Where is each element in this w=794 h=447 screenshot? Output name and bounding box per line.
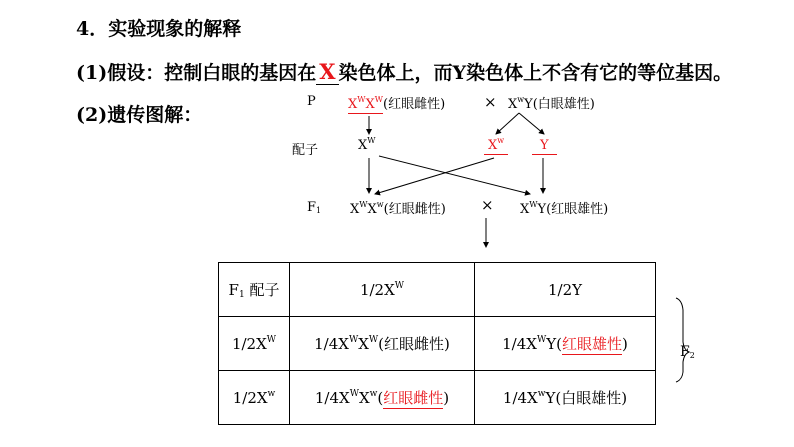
p-male: $X^wY$(白眼雄性): [508, 95, 595, 112]
table-cell-r1c1: $1/4X^WX^W$(红眼雌性): [290, 317, 475, 371]
table-row: [219, 317, 656, 371]
diagram-title: (2)遗传图解：: [76, 104, 203, 126]
table-corner: $F_1$ 配子: [219, 263, 290, 317]
p-female-genotype: $X^WX^W$: [348, 95, 383, 112]
section-number: 4．: [76, 18, 109, 40]
arrow-xw-to-f1-female: [375, 158, 494, 194]
p-male-note: (白眼雄性): [532, 97, 595, 112]
punnett-table: [218, 262, 656, 425]
table-cell-r2c2: $1/4X^wY$(白眼雄性): [475, 371, 656, 425]
f2-brace: [676, 298, 689, 382]
f1-male-note: (红眼雄性): [546, 202, 609, 217]
table-cell-r2c1: $1/4X^WX^w$(红眼雌性): [290, 371, 475, 425]
row-label-p: P: [307, 94, 316, 109]
f1-male: $X^WY$(红眼雄性): [520, 200, 609, 217]
table-cell-r1c2: $1/4X^WY$(红眼雄性): [475, 317, 656, 371]
table-row1-header: $1/2X^W$: [219, 317, 290, 371]
arrow-gamete-to-f1-male: [379, 156, 530, 194]
section-title: 实验现象的解释: [108, 18, 242, 40]
arrow-p-to-xw: [496, 113, 519, 134]
p-cross-symbol: ×: [484, 93, 497, 111]
table-row: [219, 263, 656, 317]
answer-r1c2: 红眼雄性: [561, 335, 622, 353]
hypothesis-prefix: (1)假设：控制白眼的基因在: [76, 62, 317, 84]
answer-text: X: [319, 59, 336, 84]
gamete-female: $X^W$: [358, 136, 376, 153]
arrow-p-to-y: [519, 113, 544, 134]
f1-sub: 1: [316, 206, 322, 215]
f1-cross-symbol: ×: [481, 196, 494, 214]
table-row2-header: $1/2X^w$: [219, 371, 290, 425]
f1-female-note: (红眼雌性): [383, 202, 446, 217]
f2-label: $F_2$: [680, 344, 695, 360]
f1-base: F: [307, 200, 317, 215]
gamete-male-y: Y: [532, 138, 557, 153]
row-label-gamete: 配子: [292, 143, 319, 158]
hypothesis-suffix: 染色体上，而Y染色体上不含有它的等位基因。: [338, 62, 733, 84]
table-col1-header: $1/2X^W$: [290, 263, 475, 317]
row-label-f1: [307, 200, 321, 215]
p-female: [348, 93, 445, 112]
answer-r2c1: 红眼雌性: [383, 389, 444, 407]
p-female-note: (红眼雌性): [383, 97, 446, 112]
table-col2-header: 1/2Y: [475, 263, 656, 317]
f1-female: $X^WX^w$(红眼雌性): [350, 200, 446, 217]
table-row: [219, 371, 656, 425]
gamete-male-xw: $X^w$: [484, 138, 508, 153]
